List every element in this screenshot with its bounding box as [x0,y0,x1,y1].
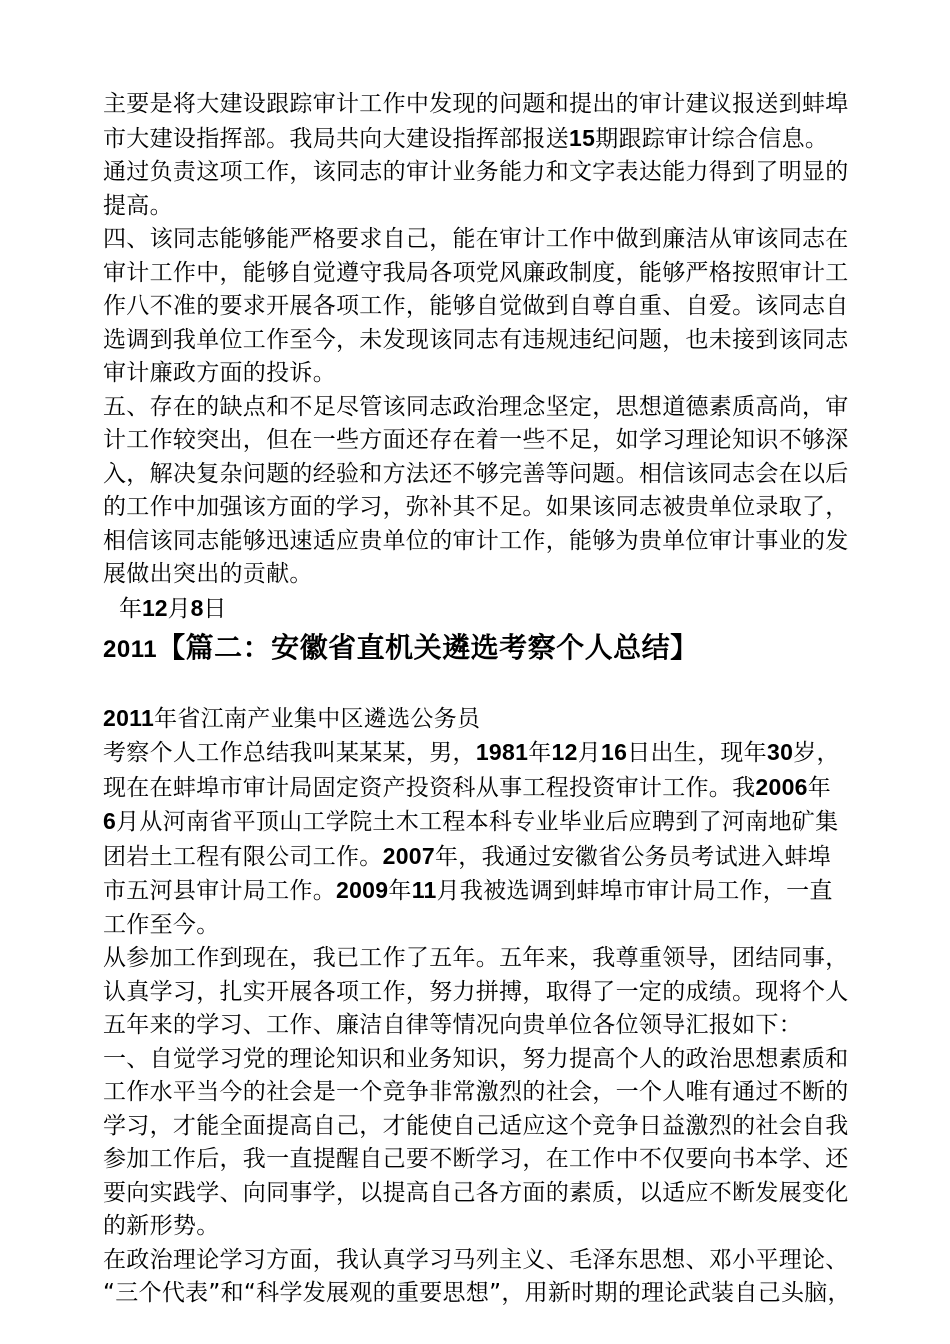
text-line: 通过负责这项工作，该同志的审计业务能力和文字表达能力得到了明显的 [103,159,849,185]
text-line: 入，解决复杂问题的经验和方法还不够完善等问题。相信该同志会在以后 [103,460,849,487]
text-line: 五年来的学习、工作、廉洁自律等情况向贵单位各位领导汇报如下： [103,1012,802,1038]
text-line: 一、自觉学习党的理论知识和业务知识，努力提高个人的政治思想素质和 [103,1045,849,1072]
text-line: 审计工作中，能够自觉遵守我局各项党风廉政制度，能够严格按照审计工 [103,259,849,286]
text-line: “三个代表”和“科学发展观的重要思想”，用新时期的理论武装自己头脑， [103,1280,851,1306]
text-line: 的新形势。 [103,1213,220,1239]
text-line: 团岩土工程有限公司工作。2007年，我通过安徽省公务员考试进入蚌埠 [103,842,832,870]
text-line: 展做出突出的贡献。 [103,561,313,587]
section-heading: 2011【篇二：安徽省直机关遴选考察个人总结】 [103,630,699,664]
text-line: 学习，才能全面提高自己，才能使自己适应这个竞争日益激烈的社会自我 [103,1112,849,1139]
text-line: 提高。 [103,192,173,219]
text-line: 要向实践学、向同事学，以提高自己各方面的素质，以适应不断发展变化 [103,1179,849,1206]
text-line: 计工作较突出，但在一些方面还存在着一些不足，如学习理论知识不够深 [103,427,849,453]
text-line: 从参加工作到现在，我已工作了五年。五年来，我尊重领导，团结同事， [103,945,849,971]
subtitle: 2011年省江南产业集中区遴选公务员 [103,704,481,732]
text-line: 认真学习，扎实开展各项工作，努力拼搏，取得了一定的成绩。现将个人 [103,978,849,1005]
paragraph-one [103,1043,860,1244]
text-line: 在政治理论学习方面，我认真学习马列主义、毛泽东思想、邓小平理论、 [103,1246,849,1273]
text-line: 6月从河南省平顶山工学院土木工程本科专业毕业后应聘到了河南地矿集 [103,808,839,835]
spacer [103,672,860,702]
text-line: 主要是将大建设跟踪审计工作中发现的问题和提出的审计建议报送到蚌埠 [103,91,849,117]
text-line: 市大建设指挥部。我局共向大建设指挥部报送15期跟踪审计综合信息。 [103,124,829,152]
text-line: 选调到我单位工作至今，未发现该同志有违规违纪问题，也未接到该同志 [103,326,849,353]
text-line: 四、该同志能够能严格要求自己，能在审计工作中做到廉洁从审该同志在 [103,226,849,252]
paragraph-five [103,391,860,592]
text-line: 作八不准的要求开展各项工作，能够自觉做到自尊自重、自爱。该同志自 [103,293,849,319]
paragraph-self-intro [103,736,860,942]
text-line: 市五河县审计局工作。2009年11月我被选调到蚌埠市审计局工作，一直 [103,877,833,904]
text-line: 的工作中加强该方面的学习，弥补其不足。如果该同志被贵单位录取了， [103,494,849,520]
text-line: 参加工作后，我一直提醒自己要不断学习，在工作中不仅要向书本学、还 [103,1146,849,1172]
text-line: 五、存在的缺点和不足尽管该同志政治理念坚定，思想道德素质高尚，审 [103,393,849,420]
text-line: 工作水平当今的社会是一个竞争非常激烈的社会，一个人唯有通过不断的 [103,1079,849,1105]
text-line: 工作至今。 [103,911,220,938]
date-line: 年12月8日 [119,594,227,622]
text-line: 现在在蚌埠市审计局固定资产投资科从事工程投资审计工作。我2006年 [103,773,832,801]
paragraph-politics [103,1244,860,1311]
paragraph-overview [103,942,860,1043]
text-line: 相信该同志能够迅速适应贵单位的审计工作，能够为贵单位审计事业的发 [103,527,849,554]
paragraph-four [103,223,860,391]
text-line: 考察个人工作总结我叫某某某，男，1981年12月16日出生，现年30岁， [103,739,840,766]
text-line: 审计廉政方面的投诉。 [103,360,336,386]
paragraph-intro [103,88,860,223]
